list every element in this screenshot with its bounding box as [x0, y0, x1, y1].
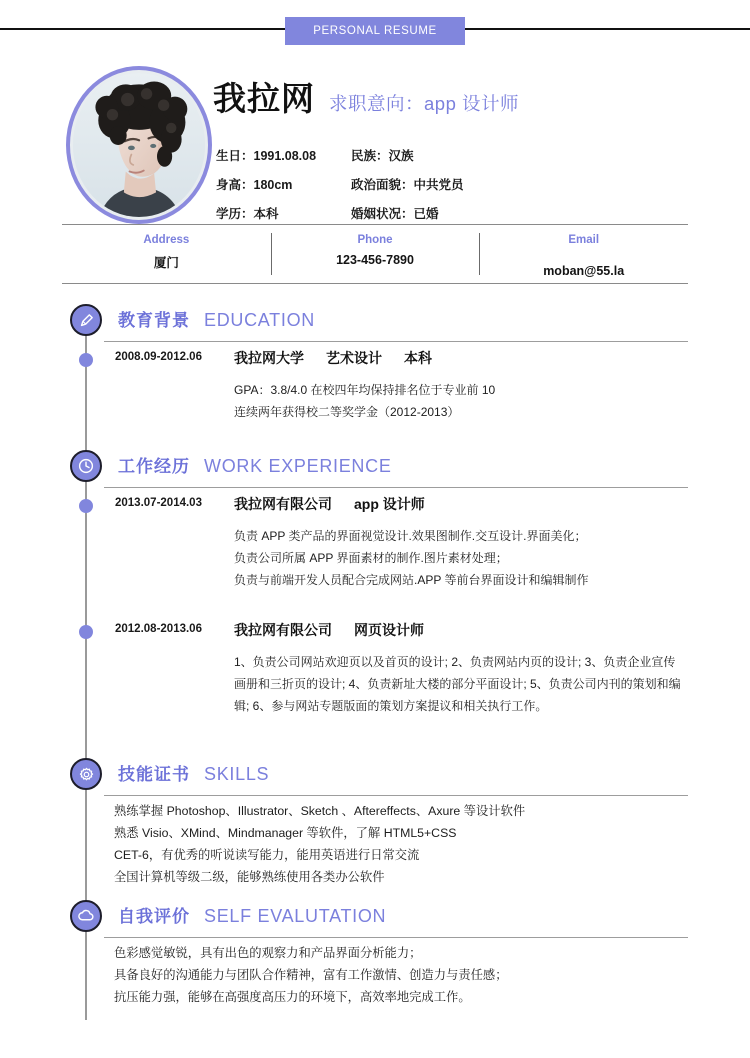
contact-address	[62, 225, 271, 283]
education-title	[234, 348, 432, 368]
portrait-illustration	[73, 73, 205, 217]
education-title-en: EDUCATION	[204, 310, 315, 330]
info-marital-status: 婚姻状况：已婚	[351, 207, 439, 221]
evaluation-title-en: SELF EVALUTATION	[204, 906, 387, 926]
work-2-title	[234, 620, 424, 640]
contact-phone-value: 123-456-7890	[336, 253, 414, 267]
name-row	[213, 82, 519, 115]
cloud-glyph	[77, 907, 95, 925]
education-detail-line-2: 连续两年获得校二等奖学金（2012-2013）	[234, 405, 460, 419]
education-major: 艺术设计	[326, 350, 382, 366]
gear-icon	[70, 758, 102, 790]
education-date: 2008.09-2012.06	[115, 351, 202, 363]
avatar	[66, 66, 212, 224]
work-2-description: 1、负责公司网站欢迎页以及首页的设计; 2、负责网站内页的设计; 3、负责企业宣传画册和三折页的设计; 4、负责新址大楼的部分平面设计; 5、负责公司内刊的策划和编辑; 6、参与网站专题版面的策划方案提议和相关执行工作。	[234, 655, 681, 713]
education-title-cn: 教育背景	[118, 311, 190, 330]
work-2-company: 我拉网有限公司	[234, 622, 332, 638]
contact-email-label: Email	[568, 234, 600, 246]
avatar-photo	[73, 73, 205, 217]
education-rule	[104, 341, 688, 342]
work-2-date: 2012.08-2013.06	[115, 623, 202, 635]
personal-resume-banner	[285, 17, 465, 45]
work-1-date: 2013.07-2014.03	[115, 497, 202, 509]
pencil-icon	[70, 304, 102, 336]
education-detail-line-1: GPA：3.8/4.0 在校四年均保持排名位于专业前 10	[234, 383, 496, 397]
contact-email	[479, 225, 688, 283]
timeline-dot	[79, 499, 93, 513]
cloud-icon	[70, 900, 102, 932]
work-1-line-2: 负责公司所属 APP 界面素材的制作.图片素材处理；	[234, 551, 508, 565]
clock-glyph	[77, 457, 95, 475]
pencil-glyph	[78, 312, 95, 329]
timeline-dot	[79, 625, 93, 639]
candidate-name: 我拉网	[213, 80, 315, 117]
info-political-status: 政治面貌：中共党员	[351, 178, 464, 192]
evaluation-line-2: 具备良好的沟通能力与团队合作精神，富有工作激情、创造力与责任感；	[114, 968, 508, 982]
skills-heading	[118, 760, 269, 785]
skills-title-en: SKILLS	[204, 764, 270, 784]
skills-line-3: CET-6，有优秀的听说读写能力，能用英语进行日常交流	[114, 848, 420, 862]
personal-info-grid	[216, 146, 464, 222]
contact-address-value: 厦门	[153, 256, 179, 270]
skills-line-2: 熟悉 Visio、XMind、Mindmanager 等软件，了解 HTML5+CSS	[114, 826, 457, 840]
education-heading	[118, 306, 315, 331]
skills-line-1: 熟练掌握 Photoshop、Illustrator、Sketch 、Aftereffects、Axure 等设计软件	[114, 804, 526, 818]
work-rule	[104, 487, 688, 488]
info-ethnicity: 民族：汉族	[351, 149, 414, 163]
info-education-level: 学历：本科	[216, 207, 279, 221]
info-birthday: 生日：1991.08.08	[216, 149, 317, 163]
contact-phone-label: Phone	[357, 234, 393, 246]
clock-icon	[70, 450, 102, 482]
info-height: 身高：180cm	[216, 178, 293, 192]
work-title-en: WORK EXPERIENCE	[204, 456, 392, 476]
skills-line-4: 全国计算机等级二级，能够熟练使用各类办公软件	[114, 870, 385, 884]
evaluation-line-1: 色彩感觉敏锐，具有出色的观察力和产品界面分析能力；	[114, 946, 422, 960]
job-objective: 求职意向：app 设计师	[329, 93, 520, 114]
skills-rule	[104, 795, 688, 796]
work-1-line-3: 负责与前端开发人员配合完成网站.APP 等前台界面设计和编辑制作	[234, 573, 589, 587]
contact-email-value: moban@55.la	[543, 264, 625, 278]
education-school: 我拉网大学	[234, 350, 304, 366]
evaluation-heading	[118, 902, 386, 927]
work-title-cn: 工作经历	[118, 457, 190, 476]
work-1-role: app 设计师	[354, 496, 425, 512]
work-2-role: 网页设计师	[354, 622, 424, 638]
contact-strip	[62, 224, 688, 284]
evaluation-title-cn: 自我评价	[118, 907, 190, 926]
profile-header	[0, 62, 750, 222]
work-1-title	[234, 494, 425, 514]
skills-title-cn: 技能证书	[118, 765, 190, 784]
evaluation-line-3: 抗压能力强，能够在高强度高压力的环境下，高效率地完成工作。	[114, 990, 471, 1004]
work-heading	[118, 452, 392, 477]
contact-phone	[271, 225, 480, 283]
timeline-dot	[79, 353, 93, 367]
work-1-company: 我拉网有限公司	[234, 496, 332, 512]
gear-glyph	[78, 766, 95, 783]
contact-address-label: Address	[143, 234, 190, 246]
banner-title: PERSONAL RESUME	[313, 25, 437, 37]
education-degree: 本科	[404, 350, 432, 366]
evaluation-rule	[104, 937, 688, 938]
work-1-line-1: 负责 APP 类产品的界面视觉设计.效果图制作.交互设计.界面美化；	[234, 529, 587, 543]
